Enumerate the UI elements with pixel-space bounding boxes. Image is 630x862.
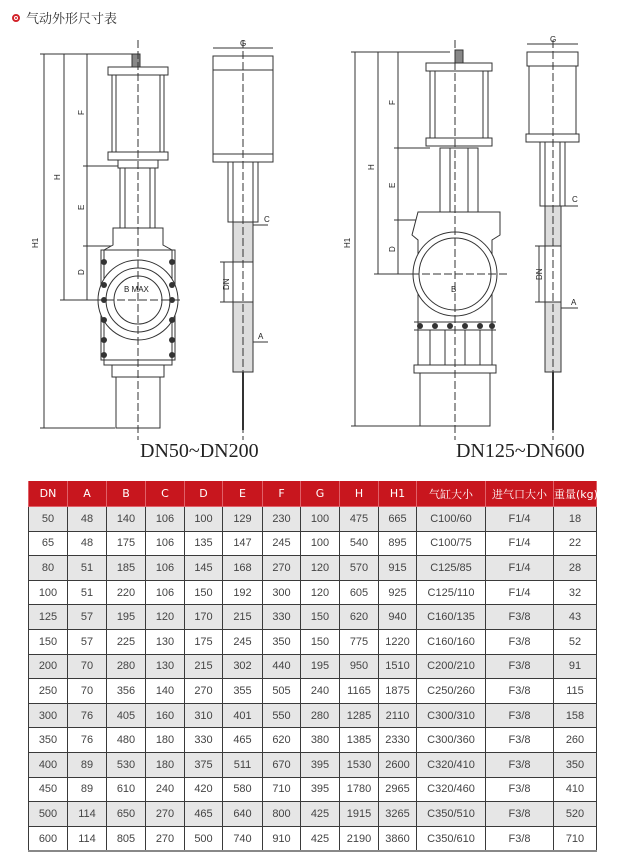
table-cell: 2330 bbox=[379, 728, 417, 753]
table-cell: 280 bbox=[107, 654, 146, 679]
table-cell: 270 bbox=[185, 679, 223, 704]
table-cell: 2190 bbox=[340, 826, 379, 851]
column-header: 气缸大小 bbox=[417, 481, 486, 507]
table-cell: 300 bbox=[263, 580, 301, 605]
table-cell: F3/8 bbox=[486, 679, 554, 704]
table-cell: 550 bbox=[263, 703, 301, 728]
label-h1: H1 bbox=[31, 237, 40, 248]
table-row bbox=[29, 777, 597, 802]
column-header: F bbox=[263, 481, 301, 507]
table-row bbox=[29, 629, 597, 654]
table-cell: 270 bbox=[146, 802, 185, 827]
table-cell: 50 bbox=[29, 507, 68, 532]
table-cell: 52 bbox=[554, 629, 597, 654]
table-cell: 580 bbox=[223, 777, 263, 802]
table-cell: 114 bbox=[68, 826, 107, 851]
table-cell: 395 bbox=[301, 752, 340, 777]
table-cell: 300 bbox=[29, 703, 68, 728]
table-cell: 145 bbox=[185, 556, 223, 581]
table-cell: 1165 bbox=[340, 679, 379, 704]
table-cell: 1780 bbox=[340, 777, 379, 802]
column-header: E bbox=[223, 481, 263, 507]
table-cell: F3/8 bbox=[486, 777, 554, 802]
table-cell: 106 bbox=[146, 580, 185, 605]
table-cell: 192 bbox=[223, 580, 263, 605]
table-cell: 425 bbox=[301, 802, 340, 827]
table-cell: 355 bbox=[223, 679, 263, 704]
column-header: C bbox=[146, 481, 185, 507]
column-header: H1 bbox=[379, 481, 417, 507]
table-cell: 80 bbox=[29, 556, 68, 581]
label-h1-2: H1 bbox=[343, 237, 352, 248]
table-cell: 400 bbox=[29, 752, 68, 777]
table-row bbox=[29, 531, 597, 556]
table-row bbox=[29, 654, 597, 679]
table-cell: 440 bbox=[263, 654, 301, 679]
table-cell: 106 bbox=[146, 531, 185, 556]
table-cell: 1385 bbox=[340, 728, 379, 753]
table-cell: C100/75 bbox=[417, 531, 486, 556]
table-cell: 28 bbox=[554, 556, 597, 581]
table-cell: 175 bbox=[185, 629, 223, 654]
label-f: F bbox=[77, 110, 86, 115]
column-header: B bbox=[107, 481, 146, 507]
table-cell: 330 bbox=[263, 605, 301, 630]
table-cell: 511 bbox=[223, 752, 263, 777]
table-cell: 640 bbox=[223, 802, 263, 827]
table-cell: 420 bbox=[185, 777, 223, 802]
bullet-icon bbox=[12, 14, 20, 22]
table-cell: 200 bbox=[29, 654, 68, 679]
table-cell: 665 bbox=[379, 507, 417, 532]
table-cell: 740 bbox=[223, 826, 263, 851]
table-cell: F3/8 bbox=[486, 605, 554, 630]
table-cell: 350 bbox=[29, 728, 68, 753]
table-cell: 1510 bbox=[379, 654, 417, 679]
table-cell: 168 bbox=[223, 556, 263, 581]
table-cell: 2110 bbox=[379, 703, 417, 728]
table-cell: 270 bbox=[263, 556, 301, 581]
table-cell: 1875 bbox=[379, 679, 417, 704]
table-cell: C125/85 bbox=[417, 556, 486, 581]
table-cell: C160/135 bbox=[417, 605, 486, 630]
table-cell: F3/8 bbox=[486, 752, 554, 777]
table-row bbox=[29, 605, 597, 630]
table-cell: 500 bbox=[185, 826, 223, 851]
table-cell: 89 bbox=[68, 777, 107, 802]
table-cell: C160/160 bbox=[417, 629, 486, 654]
table-cell: 940 bbox=[379, 605, 417, 630]
table-cell: 22 bbox=[554, 531, 597, 556]
table-cell: 245 bbox=[263, 531, 301, 556]
table-cell: 51 bbox=[68, 580, 107, 605]
table-cell: 330 bbox=[185, 728, 223, 753]
column-header: H bbox=[340, 481, 379, 507]
table-cell: F3/8 bbox=[486, 703, 554, 728]
table-cell: 480 bbox=[107, 728, 146, 753]
table-cell: 100 bbox=[301, 531, 340, 556]
column-header: 进气口大小 bbox=[486, 481, 554, 507]
table-cell: 57 bbox=[68, 629, 107, 654]
table-cell: 48 bbox=[68, 531, 107, 556]
drawing-dn50-dn200 bbox=[0, 30, 300, 470]
table-cell: 195 bbox=[301, 654, 340, 679]
table-cell: C100/60 bbox=[417, 507, 486, 532]
caption-dn50-dn200: DN50~DN200 bbox=[140, 440, 259, 462]
column-header: D bbox=[185, 481, 223, 507]
table-cell: F3/8 bbox=[486, 802, 554, 827]
table-cell: 1220 bbox=[379, 629, 417, 654]
table-cell: 106 bbox=[146, 507, 185, 532]
table-cell: 620 bbox=[263, 728, 301, 753]
table-cell: 1285 bbox=[340, 703, 379, 728]
table-cell: 500 bbox=[29, 802, 68, 827]
label-a: A bbox=[258, 332, 264, 341]
table-cell: 710 bbox=[554, 826, 597, 851]
table-cell: 530 bbox=[107, 752, 146, 777]
table-row bbox=[29, 752, 597, 777]
label-e-2: E bbox=[388, 182, 397, 188]
table-cell: 120 bbox=[301, 556, 340, 581]
table-row bbox=[29, 679, 597, 704]
table-cell: 150 bbox=[185, 580, 223, 605]
table-cell: 57 bbox=[68, 605, 107, 630]
table-cell: 32 bbox=[554, 580, 597, 605]
table-cell: 915 bbox=[379, 556, 417, 581]
label-d: D bbox=[77, 269, 86, 275]
label-dn-2: DN bbox=[535, 268, 544, 280]
table-row bbox=[29, 580, 597, 605]
table-cell: 240 bbox=[146, 777, 185, 802]
table-cell: 129 bbox=[223, 507, 263, 532]
table-cell: 375 bbox=[185, 752, 223, 777]
table-cell: 805 bbox=[107, 826, 146, 851]
table-cell: 520 bbox=[554, 802, 597, 827]
table-cell: 245 bbox=[223, 629, 263, 654]
label-c: C bbox=[264, 215, 270, 224]
table-row bbox=[29, 556, 597, 581]
table-cell: 350 bbox=[263, 629, 301, 654]
dimension-table bbox=[28, 481, 597, 852]
label-g-2: G bbox=[550, 35, 557, 44]
table-cell: F1/4 bbox=[486, 556, 554, 581]
table-cell: 302 bbox=[223, 654, 263, 679]
label-e: E bbox=[77, 204, 86, 210]
table-cell: 100 bbox=[301, 507, 340, 532]
table-cell: 180 bbox=[146, 728, 185, 753]
caption-dn125-dn600: DN125~DN600 bbox=[456, 440, 585, 462]
table-cell: 505 bbox=[263, 679, 301, 704]
table-cell: 180 bbox=[146, 752, 185, 777]
table-cell: F1/4 bbox=[486, 507, 554, 532]
column-header: A bbox=[68, 481, 107, 507]
table-cell: F3/8 bbox=[486, 826, 554, 851]
table-cell: 380 bbox=[301, 728, 340, 753]
table-cell: 70 bbox=[68, 679, 107, 704]
table-cell: 140 bbox=[107, 507, 146, 532]
table-cell: 240 bbox=[301, 679, 340, 704]
table-cell: 185 bbox=[107, 556, 146, 581]
table-cell: 215 bbox=[185, 654, 223, 679]
table-cell: C350/510 bbox=[417, 802, 486, 827]
table-cell: 2600 bbox=[379, 752, 417, 777]
table-cell: 120 bbox=[301, 580, 340, 605]
table-cell: 115 bbox=[554, 679, 597, 704]
table-header-row bbox=[29, 481, 597, 507]
column-header: DN bbox=[29, 481, 68, 507]
table-cell: 425 bbox=[301, 826, 340, 851]
drawing-dn125-dn600 bbox=[330, 30, 630, 470]
table-cell: 540 bbox=[340, 531, 379, 556]
table-cell: 195 bbox=[107, 605, 146, 630]
page-title: 气动外形尺寸表 bbox=[26, 12, 118, 27]
table-cell: 175 bbox=[107, 531, 146, 556]
table-cell: 710 bbox=[263, 777, 301, 802]
table-row bbox=[29, 728, 597, 753]
table-cell: C300/310 bbox=[417, 703, 486, 728]
table-cell: 925 bbox=[379, 580, 417, 605]
table-cell: 310 bbox=[185, 703, 223, 728]
table-cell: 3265 bbox=[379, 802, 417, 827]
table-cell: 130 bbox=[146, 654, 185, 679]
table-cell: 895 bbox=[379, 531, 417, 556]
table-row bbox=[29, 507, 597, 532]
table-cell: 2965 bbox=[379, 777, 417, 802]
table-cell: 225 bbox=[107, 629, 146, 654]
table-row bbox=[29, 826, 597, 851]
table-cell: C320/410 bbox=[417, 752, 486, 777]
table-cell: 465 bbox=[223, 728, 263, 753]
table-cell: 18 bbox=[554, 507, 597, 532]
table-cell: 76 bbox=[68, 703, 107, 728]
table-cell: 91 bbox=[554, 654, 597, 679]
label-dn: DN bbox=[222, 278, 231, 290]
table-cell: 775 bbox=[340, 629, 379, 654]
table-cell: 48 bbox=[68, 507, 107, 532]
table-cell: 125 bbox=[29, 605, 68, 630]
label-f-2: F bbox=[388, 100, 397, 105]
table-row bbox=[29, 802, 597, 827]
table-cell: 130 bbox=[146, 629, 185, 654]
table-cell: 1530 bbox=[340, 752, 379, 777]
table-cell: 650 bbox=[107, 802, 146, 827]
table-cell: 401 bbox=[223, 703, 263, 728]
table-cell: 3860 bbox=[379, 826, 417, 851]
table-cell: 158 bbox=[554, 703, 597, 728]
table-cell: F1/4 bbox=[486, 531, 554, 556]
table-cell: 120 bbox=[146, 605, 185, 630]
table-cell: 570 bbox=[340, 556, 379, 581]
table-cell: C200/210 bbox=[417, 654, 486, 679]
label-h: H bbox=[53, 174, 62, 180]
table-cell: 910 bbox=[263, 826, 301, 851]
table-cell: 450 bbox=[29, 777, 68, 802]
table-cell: 356 bbox=[107, 679, 146, 704]
table-cell: 610 bbox=[107, 777, 146, 802]
table-cell: 800 bbox=[263, 802, 301, 827]
table-cell: 410 bbox=[554, 777, 597, 802]
table-cell: 605 bbox=[340, 580, 379, 605]
table-cell: 106 bbox=[146, 556, 185, 581]
table-cell: 600 bbox=[29, 826, 68, 851]
table-row bbox=[29, 703, 597, 728]
table-cell: 395 bbox=[301, 777, 340, 802]
table-cell: 280 bbox=[301, 703, 340, 728]
table-cell: 114 bbox=[68, 802, 107, 827]
table-cell: 260 bbox=[554, 728, 597, 753]
table-cell: 70 bbox=[68, 654, 107, 679]
label-h-2: H bbox=[367, 164, 376, 170]
table-cell: 76 bbox=[68, 728, 107, 753]
label-g: G bbox=[240, 39, 247, 48]
table-cell: 170 bbox=[185, 605, 223, 630]
table-cell: F3/8 bbox=[486, 728, 554, 753]
table-cell: 89 bbox=[68, 752, 107, 777]
column-header: G bbox=[301, 481, 340, 507]
table-cell: 465 bbox=[185, 802, 223, 827]
label-c-2: C bbox=[572, 195, 578, 204]
table-cell: 1915 bbox=[340, 802, 379, 827]
table-cell: 140 bbox=[146, 679, 185, 704]
table-cell: 160 bbox=[146, 703, 185, 728]
table-cell: 147 bbox=[223, 531, 263, 556]
table-cell: 350 bbox=[554, 752, 597, 777]
label-d-2: D bbox=[388, 246, 397, 252]
table-cell: 670 bbox=[263, 752, 301, 777]
label-b-2: B bbox=[451, 285, 457, 294]
table-cell: 230 bbox=[263, 507, 301, 532]
table-cell: 43 bbox=[554, 605, 597, 630]
table-cell: C320/460 bbox=[417, 777, 486, 802]
table-cell: 100 bbox=[185, 507, 223, 532]
table-cell: 250 bbox=[29, 679, 68, 704]
table-cell: 51 bbox=[68, 556, 107, 581]
table-cell: C250/260 bbox=[417, 679, 486, 704]
table-cell: 150 bbox=[29, 629, 68, 654]
label-b: B MAX bbox=[124, 285, 149, 294]
table-cell: 100 bbox=[29, 580, 68, 605]
table-cell: 405 bbox=[107, 703, 146, 728]
label-a-2: A bbox=[571, 298, 577, 307]
table-cell: F3/8 bbox=[486, 654, 554, 679]
table-cell: C350/610 bbox=[417, 826, 486, 851]
table-cell: 150 bbox=[301, 605, 340, 630]
column-header: 重量(kg) bbox=[554, 481, 597, 507]
section-heading bbox=[12, 8, 117, 27]
table-cell: 215 bbox=[223, 605, 263, 630]
table-cell: 135 bbox=[185, 531, 223, 556]
table-cell: 270 bbox=[146, 826, 185, 851]
table-cell: F3/8 bbox=[486, 629, 554, 654]
table-cell: 620 bbox=[340, 605, 379, 630]
table-cell: F1/4 bbox=[486, 580, 554, 605]
table-cell: 475 bbox=[340, 507, 379, 532]
table-cell: C125/110 bbox=[417, 580, 486, 605]
table-cell: C300/360 bbox=[417, 728, 486, 753]
table-cell: 65 bbox=[29, 531, 68, 556]
table-cell: 950 bbox=[340, 654, 379, 679]
table-cell: 220 bbox=[107, 580, 146, 605]
table-cell: 150 bbox=[301, 629, 340, 654]
